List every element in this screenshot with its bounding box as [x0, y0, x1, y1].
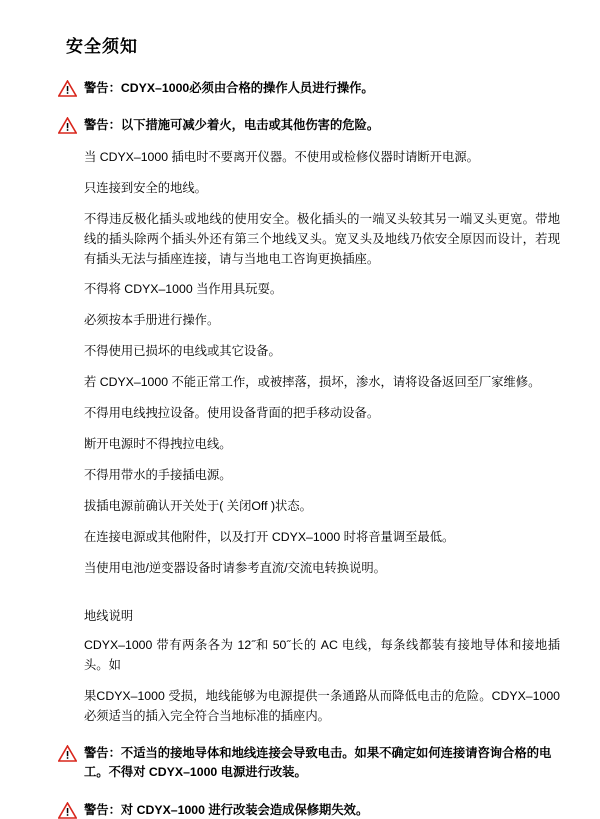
body-paragraph: 必须按本手册进行操作。: [84, 313, 220, 328]
body-paragraph: 不得将 CDYX–1000 当作用具玩耍。: [84, 282, 283, 297]
warning-block: [58, 116, 560, 134]
body-paragraph: 不得使用已损坏的电线或其它设备。: [84, 344, 281, 359]
body-paragraph: 若 CDYX–1000 不能正常工作，或被摔落，损坏，渗水，请将设备返回至厂家维修。: [84, 375, 541, 390]
warning-text: 警告：不适当的接地导体和地线连接会导致电击。如果不确定如何连接请咨询合格的电工。不得对 CDYX–1000 电源进行改装。: [84, 745, 552, 779]
warning-triangle-icon: [58, 117, 77, 134]
warning-triangle-icon: [58, 80, 77, 97]
body-paragraph: 当使用电池/逆变器设备时请参考直流/交流电转换说明。: [84, 560, 386, 575]
body-paragraph: CDYX–1000 带有两条各为 12˝和 50˝长的 AC 电线，每条线都装有接地导体和接地插头。如: [84, 638, 560, 673]
warning-block: [58, 801, 560, 819]
warning-block: [58, 79, 560, 97]
warning-text: 警告：对 CDYX–1000 进行改装会造成保修期失效。: [84, 802, 369, 817]
body-paragraph: 拔插电源前确认开关处于( 关闭Off )状态。: [84, 498, 312, 513]
body-paragraph: 在连接电源或其他附件，以及打开 CDYX–1000 时将音量调至最低。: [84, 529, 455, 544]
warning-triangle-icon: [58, 745, 77, 762]
body-paragraph: 当 CDYX–1000 插电时不要离开仪器。不使用或检修仪器时请断开电源。: [84, 149, 479, 164]
body-paragraph: 不得违反极化插头或地线的使用安全。极化插头的一端叉头较其另一端叉头更宽。带地线的插头除两个插头外还有第三个地线叉头。宽叉头及地线乃依安全原因而设计，若现有插头无法与插座连接，请与当地电工咨询更换插座。: [84, 211, 560, 266]
body-paragraph: 断开电源时不得拽拉电线。: [84, 436, 232, 451]
warning-text: 警告：CDYX–1000必须由合格的操作人员进行操作。: [84, 81, 374, 95]
warning-triangle-icon: [58, 802, 77, 819]
body-paragraph: 不得用带水的手接插电源。: [84, 467, 232, 482]
body-paragraph: 只连接到安全的地线。: [84, 180, 207, 195]
body-paragraph: 果CDYX–1000 受损，地线能够为电源提供一条通路从而降低电击的危险。CDYX–1000 必须适当的插入完全符合当地标准的插座内。: [84, 688, 560, 723]
section-subheading: 地线说明: [84, 609, 134, 624]
warning-text: 警告：以下措施可减少着火，电击或其他伤害的危险。: [84, 118, 380, 133]
body-paragraph: 不得用电线拽拉设备。使用设备背面的把手移动设备。: [84, 406, 380, 421]
warning-block: [58, 744, 560, 782]
page-title: 安全须知: [66, 37, 138, 56]
